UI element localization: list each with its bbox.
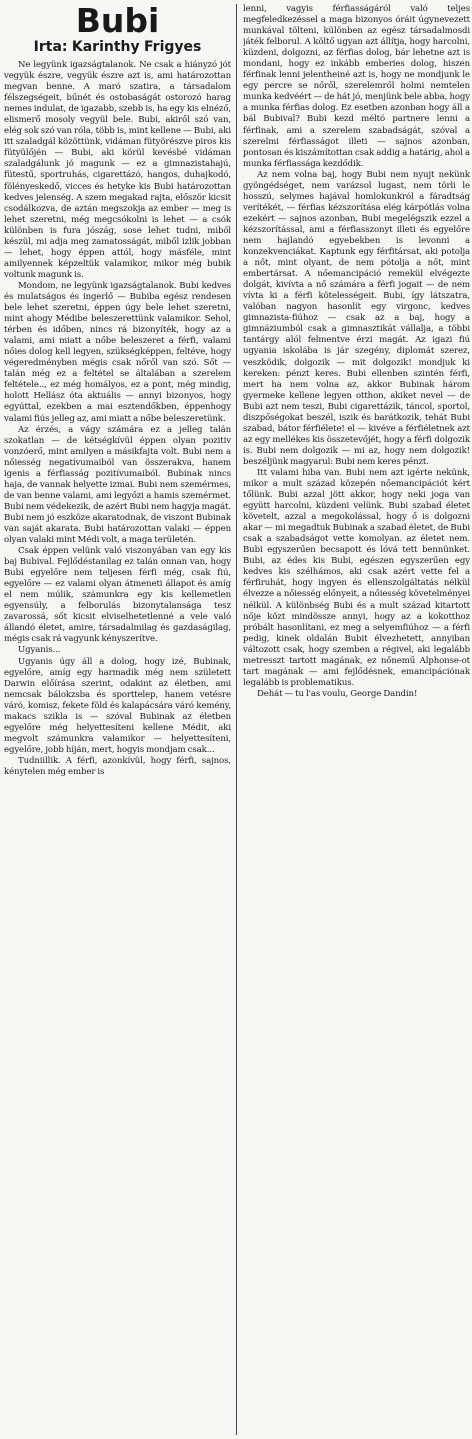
paragraph: Tudniillik. A férfi, azonkívül, hogy férfi, sajnos, kénytelen még ember is [4, 755, 231, 777]
article-title: Bubi [75, 4, 160, 40]
paragraph: lenni, vagyis férfiasságáról való teljes megfeledkezéssel a maga bizonyos óráit úgynevezett munkával tölteni, különben az egész társadalmosdi játék felborul. A költő ugyan azt állítja, hogy harcolni, küzdeni, dolgozni, az férfias dolog, bár lehetne azt is mondani, hogy ez inkább emberies dolog, hiszen férfinak lenni jelentheiné azt is, hogy ne mondjunk le egy percre se nőről, szerelemről holmi nemtelen munka kedvéért — de hát jó, menjünk bele abba, hogy a munka férfias dolog. Ez esetben azonban hogy áll a bál Bubival? Bubi kezd méltó partnere lenni a férfinak, ami a szerelem szabadságát, szóval a szerelmi férfiasságot illeti — sajnos azonban, pontosan és kiszámítottan csak addig a határig, ahol a munka férfiassága kezdődik. [243, 4, 470, 169]
paragraph: Mondom, ne legyünk igazságtalanok. Bubi kedves és mulatságos és ingerlő — Bubiba egész rendesen bele lehet szeretni, éppen úgy bele lehet szeretni, mint ahogy Médibe beleszerettünk valamikor. Sehol, térben és időben, nincs rá bizonyíték, hogy az a valami, ami miatt a nőbe beleszeret a férfi, valami nőies dolog kell legyen, szükségképpen, feltéve, hogy végeredményben mégis csak nőről van szó. Sőt — talán még ez a feltétel se általában a szerelem feltétele.., ez még homályos, ez a pont, még mindig, holott Hellász óta aktuális — annyi bizonyos, hogy egyúttal, ezekben a mai esztendőkben, éppenhogy valami fiús jelleg az, ami miatt a nőbe beleszeretünk. [4, 280, 231, 424]
paragraph: Ugyanis... [18, 645, 61, 656]
paragraph: Ugyanis úgy áll a dolog, hogy izé, Bubinak, egyelőre, amíg egy harmadik még nem született Darwin előírása szerint, odakint az életben, ami nemcsak bálokzsba és sporttelep, hanem vetésre váró, komisz, fekete föld és kalapácsára váró kemény, makacs szikla is — szóval Bubinak az életben egyelőre még helyettesíteni kellene Médit, aki megvolt számunkra valamikor — helyettesíteni, egyelőre, jobb híján, mert, hogyis mondjam csak... [4, 656, 231, 755]
paragraph: Az nem volna baj, hogy Bubi nem nyujt nekünk gyöngédséget, nem varázsol lugast, nem törli le hosszú, selymes hajával homlokunkról a fáradtság verítékét, — férfias kézszorítása elég kárpótlás volna ezekért — sajnos azonban, Bubi megelégszik ezzel a kézszorítással, ami a férfiasszonyt illeti és egyelőre nem hajlandó egyebekben is levonni a konzekvenciákat. Kaptunk egy férfitársat, aki potolja a nőt, mint olyant, de nem pótolja a nőt, mint embertársat. A nőemancipáció remekül elvégezte dolgát, kivívta a nő számára a férfi jogait — de nem vívta ki a férfi kötelességeit. Bubi, így látszatra, valóban nagyon hasonlít egy virgonc, kedves gimnazista-fiúhoz — csak az a baj, hogy a gimnáziumból csak a gimnasztikát vállalja, a többi tantárgy alól felmentve érzi magát. Az igazi fiú ugyania iskolába is jár szegény, diplomát szerez, veszködik, dolgozik — mit dolgozik! mondjuk ki kereken: pénzt keres. Bubi ellenben szintén férfi, mert ha nem volna az, akkor Bubinak három gyermeke kellene legyen otthon, akiket nevel — de Bubi azt nem teszi, Bubi cigarettázik, táncol, sportol, diszpőségokat beszél, iszik és barátkozik, tehát Bubi szabad, bátor férfiélete! el — kivéve a férfiéletnek azt az egy mellékes kis összetevőjét, hogy a férfi dolgozik is. Bubi nem dolgozik — mi az, hogy nem dolgozik! beszéljünk magyarul: Bubi nem keres pénzt. [243, 169, 470, 467]
closing-line: Dehát — tu l'as voulu, George Dandin! [257, 688, 418, 699]
paragraph: Ne legyünk igazságtalanok. Ne csak a hiányzó jót vegyük észre, vegyük észre azt is, ami határozottan megvan benne. A maró szatira, a társadalom félszegségeit, bűnét és ostobaságát ostorozó harag nemes indulat, de igazabb, szebb is, ha egy kis elnéző, elismerő mosoly vegyül bele. Bubi, akiről szó van, elég sok szó van róla, több is, mint kellene — Bubi, aki itt szaladgál közöttünk, vidáman fütyörészve piros kis fütyülőjén — Bubi, aki körül kevésbé vidáman szaladgálunk jó magunk — ez a gimnazistahajú, fütestű, sportruhás, cigarettázó, hangos, duhajkodó, fölényeskedő, vicces és hetyke kis Bubi határozottan kedves jelenség. A szem megakad rajta, először kicsit csodálkozva, de aztán megszokja az ember — meg is lehet szeretni, még megcsókolni is lehet — a csók különben is fura jószág, sose lehet tudni, miből készül, mi adja meg zamatosságát, miből izlik jobban — lehet, hogy éppen attól, hogy másféle, mint amilyennek képzeltük valamikor, mikor még bubik voltunk magunk is. [4, 60, 231, 280]
paragraph: Itt valami hiba van. Bubi nem azt igérte nekünk, mikor a mult század közepén nőemancipációt kért tőlünk. Bubi azzal jött akkor, hogy neki joga van együtt harcolni, küzdeni velünk. Bubi szabad életet követelt, azzal a megokolással, hogy ő is dolgozni akar — mi megadtuk Bubinak a szabad életet, de Bubi csak a szabadságot vette komolyan. az életet nem. Bubi egyszerűen becsapott és lóvá tett bennünket. Bubi, az édes kis Bubi, egészen egyszerűen egy kedves kis szélhámos, aki csak azért vette fel a férfiruhát, hogy ingyen és ellenszolgáltatás nélkül élvezze a nőiesség előnyeit, a nőiesség követelményei nélkül. A különbség Bubi és a mult század kitartott nője közt mindössze annyi, hogy az a kokotthoz próbált hasonlítani, ez meg a selyemfiúhoz — a férfi pedig, kinek oldalán Bubit élvezhetett, annyiban változott csak, hogy szemben a régivel, aki legalább metresszt tartott magának, ez nőnemű Alphonse-ot tart magának — ami fejlődésnek, emancipációnak legalább is problematikus. [243, 467, 470, 688]
right-column [243, 4, 470, 1435]
article-byline: Irta: Karinthy Frigyes [33, 39, 202, 55]
paragraph: Csak éppen velünk való viszonyában van egy kis baj Bubival. Fejlődéstanilag ez talán onnan van, hogy Bubi egyelőre nem teljesen férfi még, csak fiú, egyelőre — ez valami olyan átmeneti állapot és amíg el nem múlik, számunkra egy kis kellemetlen egyensúly, a felborulás bizonytalansága tesz zavarossá, sőt kicsit elviselhetetlenné a vele való állandó életet, amire, társadalmilag és gazdaságilag, mégis csak rá vagyunk kényszerítve. [4, 546, 231, 645]
left-column [4, 4, 231, 1435]
paragraph: Az érzés, a vágy számára ez a jelleg talán szokatlan — de kétségkívül éppen olyan pozitiv vonzóerő, mint amilyen a másikfajta volt. Bubi nem a nőiesség negatívumaiból van összerakva, hanem igenis a férfiasság pozitívumaiból. Bubinak nincs haja, de vannak helyette izmai. Bubi nem szemérmes, de van benne valami, ami legyőzi a hamis szemérmet. Bubi nem védekezik, de azért Bubi nem hagyja magát. Bubi nem jó eszköze akaratodnak, de viszont Bubinak van saját akarata. Bubi határozottan valaki — éppen olyan valaki mint Médi volt, a maga területén. [4, 424, 231, 546]
column-divider [236, 4, 237, 1435]
